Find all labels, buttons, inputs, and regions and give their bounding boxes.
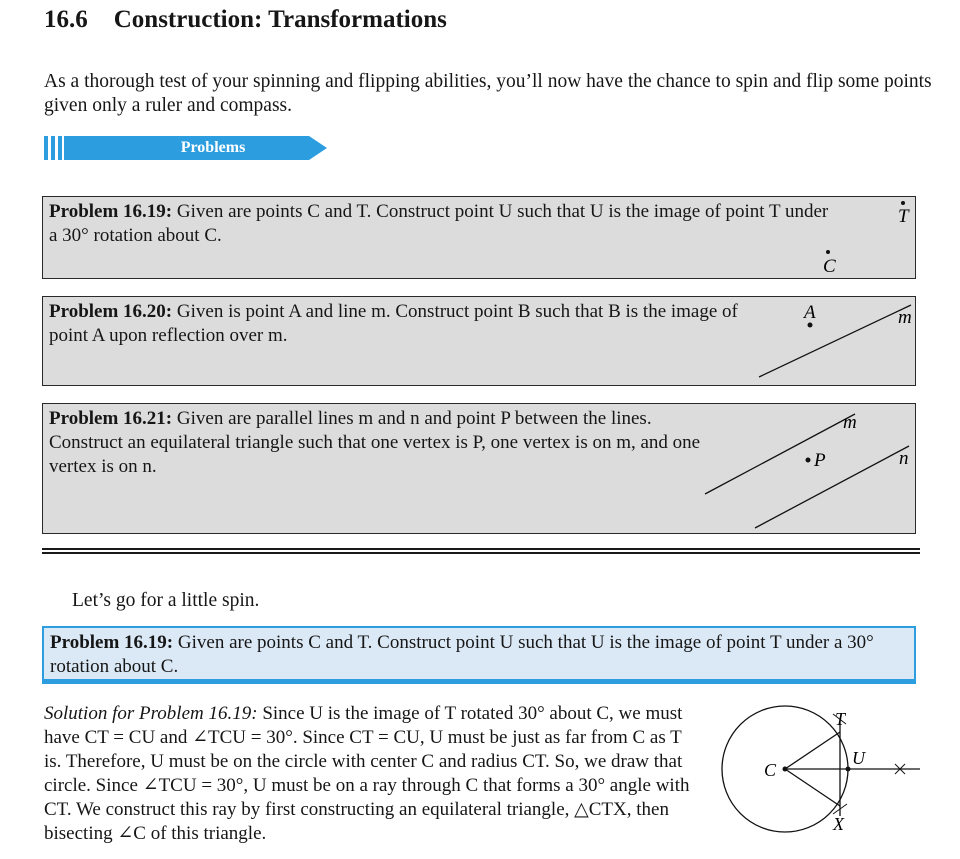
label-t: T	[835, 709, 846, 729]
problem-id: Problem 16.21:	[49, 408, 173, 429]
problem-body: Given is point A and line m. Construct point B such that B is the image of point A upon reflection over m.	[49, 301, 738, 346]
label-c: C	[823, 256, 836, 277]
label-m: m	[898, 307, 912, 328]
section-heading	[44, 6, 447, 34]
label-t: T	[898, 206, 909, 227]
label-x: X	[833, 814, 844, 834]
problem-id: Problem 16.19:	[50, 632, 174, 653]
label-p: P	[814, 450, 826, 471]
problem-id: Problem 16.20:	[49, 301, 173, 322]
restated-problem-box	[42, 626, 916, 684]
solution-heading: Solution for Problem 16.19:	[44, 703, 258, 724]
construction-diagram	[700, 696, 940, 846]
label-n: n	[899, 448, 909, 469]
banner-label: Problems	[180, 139, 246, 156]
section-title: Construction: Transformations	[113, 6, 447, 33]
problem-box-16-20	[42, 296, 916, 386]
problem-body: Given are points C and T. Construct point U such that U is the image of point T under a 30° rotation about C.	[49, 201, 829, 246]
lead-in-text: Let’s go for a little spin.	[72, 590, 260, 611]
section-divider	[42, 548, 920, 554]
problem-box-16-21	[42, 403, 916, 534]
label-a: A	[804, 302, 816, 323]
problem-id: Problem 16.19:	[49, 201, 173, 222]
problems-banner	[44, 134, 334, 162]
problem-body: Given are points C and T. Construct point U such that U is the image of point T under a 30° rotation about C.	[50, 632, 874, 677]
problem-box-16-19	[42, 196, 916, 279]
intro-paragraph: As a thorough test of your spinning and flipping abilities, you’ll now have the chance to spin and flip some points given only a ruler and compass.	[44, 71, 932, 116]
label-c: C	[764, 760, 777, 780]
solution-paragraph	[44, 702, 699, 846]
solution-body: Since U is the image of T rotated 30° about C, we must have CT = CU and ∠TCU = 30°. Since CT = CU, U must be just as far from C as T is. Therefore, U must be on the circle with center C and radius CT. So, we draw that circle. Since ∠TCU = 30°, U must be on a ray through C that forms a 30° angle with CT. We construct this ray by first constructing an equilateral triangle, △CTX, then bisecting ∠C of this triangle.	[44, 703, 690, 844]
problem-body: Given are parallel lines m and n and point P between the lines. Construct an equilateral triangle such that one vertex is P, one vertex is on m, and one vertex is on n.	[49, 408, 701, 477]
section-number: 16.6	[44, 6, 88, 33]
label-m: m	[843, 412, 857, 433]
problem-text	[50, 631, 910, 679]
solution-figure	[700, 696, 940, 851]
problem-figure-16-20	[43, 297, 917, 387]
problem-figure-16-19	[43, 197, 917, 280]
problem-figure-16-21	[43, 404, 917, 535]
label-u: U	[852, 748, 865, 768]
